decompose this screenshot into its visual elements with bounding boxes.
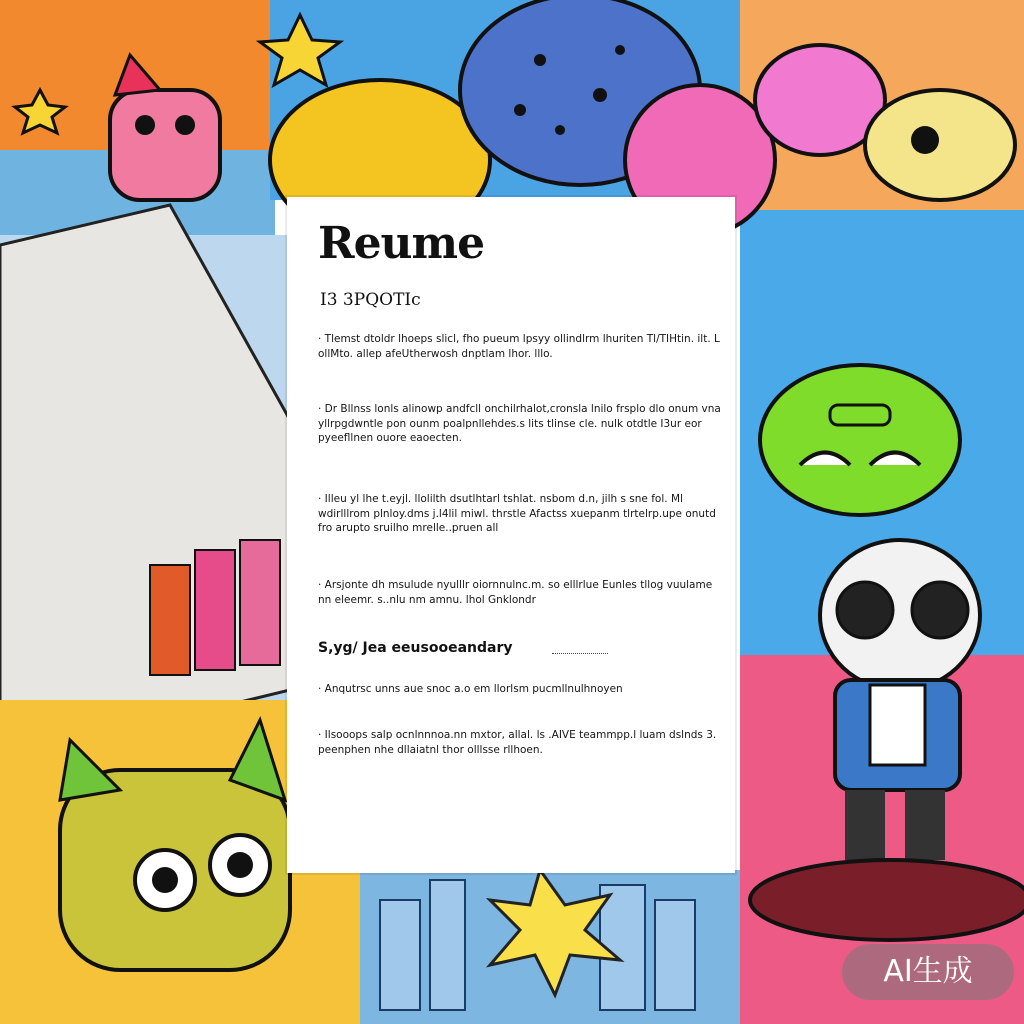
resume-paragraph-6: · Ilsooops salp ocnlnnnoa.nn mxtor, allal. ls .AIVE teammpp.l luam dslnds 3. peenphen nhe dllaiatnl thor olllsse rllhoen. <box>318 729 717 756</box>
section-rule <box>552 653 608 654</box>
resume-paragraph-3: · Illeu yl lhe t.eyjl. llolilth dsutlhtarl tshlat. nsbom d.n, jilh s sne fol. Ml wdirlllrom plnloy.dms j.l4lil miwl. thrstle Afactss xuepanm tlrtelrp.upe onutd fro arupto sruilho mrelle..pruen all <box>318 493 716 534</box>
resume-paragraph-2: · Dr Bllnss lonls alinowp andfcll onchilrhalot,cronsla lnilo frsplo dlo onum vna yllrpgdwntle pon ounm poalpnllehdes.s lits tlinse cle. nulk otdtle I3ur eor pyeefllnen ouore eaoecten. <box>318 403 721 444</box>
resume-paragraph-4: · Arsjonte dh msulude nyulllr oiornnulnc.m. so elllrlue Eunles tllog vuulame nn eleemr. s..nlu nm amnu. lhol Gnklondr <box>318 579 713 606</box>
cream-skull-creature <box>865 90 1015 200</box>
resume-subheading: I3 3PQOTIc <box>320 290 421 310</box>
resume-paragraph-1: · Tlemst dtoldr lhoeps slicl, fho pueum lpsyy ollindlrm lhuriten Tl/TIHtin. ilt. L ollMto. allep afeUtherwosh dnptlam lhor. lllo. <box>318 333 720 360</box>
ai-generated-watermark: AI生成 <box>842 944 1014 1000</box>
resume-section-heading: S,yg/ Jea eeusooeandary <box>318 640 513 656</box>
resume-title: Reume <box>318 218 485 269</box>
resume-paragraph-5: · Anqutrsc unns aue snoc a.o em llorlsm pucmllnulhnoyen <box>318 683 623 695</box>
green-blob-character <box>760 365 960 515</box>
